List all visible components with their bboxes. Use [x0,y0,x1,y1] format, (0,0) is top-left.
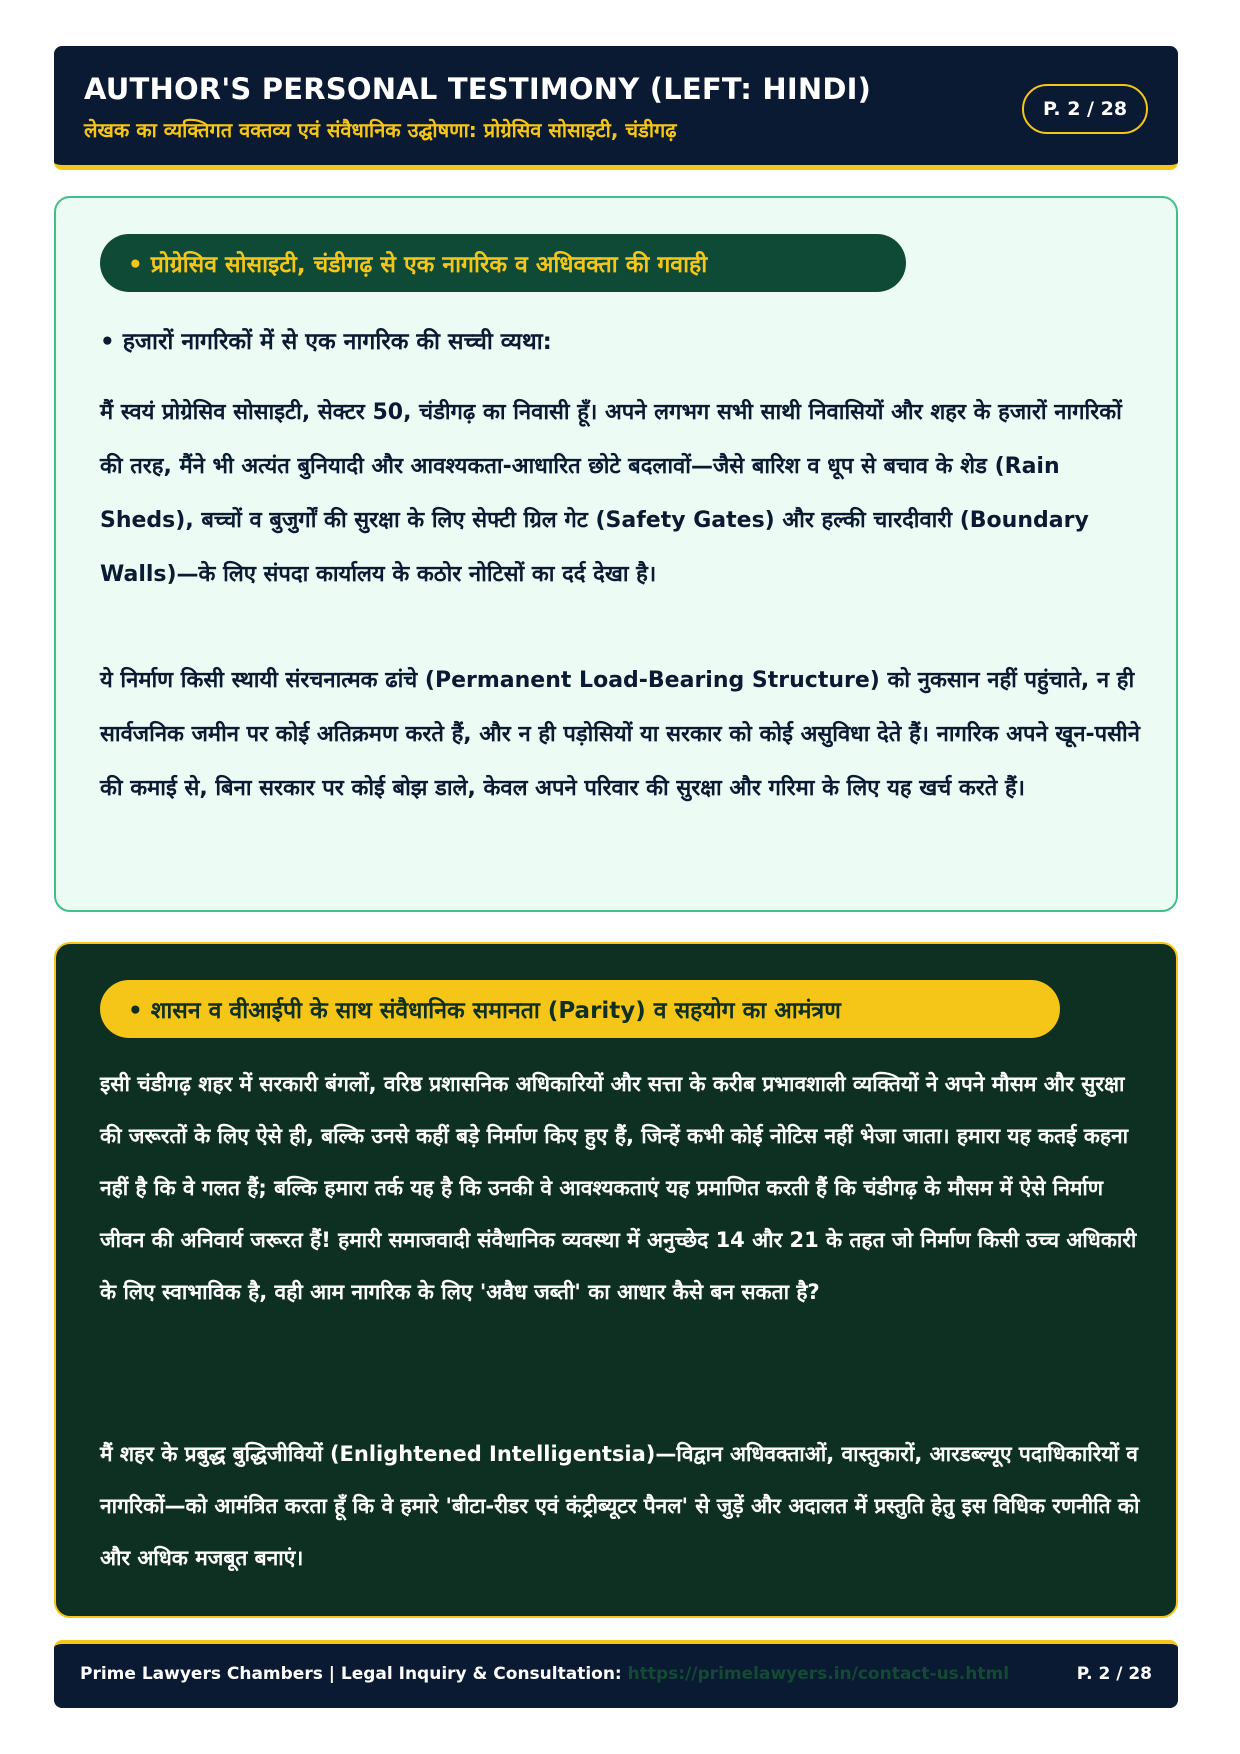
contact-link[interactable]: https://primelawyers.in/contact-us.html [627,1664,1010,1684]
page-header [54,46,1178,170]
page-footer [54,1640,1178,1708]
testimony-panel [54,196,1178,912]
testimony-paragraph-2: ये निर्माण किसी स्थायी संरचनात्मक ढांचे (Permanent Load-Bearing Structure) को नुकसान नहीं पहुंचाते, न ही सार्वजनिक जमीन पर कोई अतिक्रमण करते हैं, और न ही पड़ोसियों या सरकार को कोई असुविधा देते हैं। नागरिक अपने खून-पसीने की कमाई से, बिना सरकार पर कोई बोझ डाले, केवल अपने परिवार की सुरक्षा और गरिमा के लिए यह खर्च करते हैं। [100,668,1140,801]
parity-paragraph-2: मैं शहर के प्रबुद्ध बुद्धिजीवियों (Enlightened Intelligentsia)—विद्वान अधिवक्ताओं, वास्तुकारों, आरडब्ल्यूए पदाधिकारियों व नागरिकों—को आमंत्रित करता हूँ कि वे हमारे 'बीटा-रीडर एवं कंट्रीब्यूटर पैनल' से जुड़ें और अदालत में प्रस्तुति हेतु इस विधिक रणनीति को और अधिक मजबूत बनाएं। [100,1442,1140,1570]
footer-text [80,1664,1009,1684]
section-title-pill: • प्रोग्रेसिव सोसाइटी, चंडीगढ़ से एक नागरिक व अधिवक्ता की गवाही [100,234,906,292]
parity-panel [54,942,1178,1618]
footer-page-number: P. 2 / 28 [1076,1664,1152,1684]
parity-paragraph-1: इसी चंडीगढ़ शहर में सरकारी बंगलों, वरिष्ठ प्रशासनिक अधिकारियों और सत्ता के करीब प्रभावशाली व्यक्तियों ने अपने मौसम और सुरक्षा की जरूरतों के लिए ऐसे ही, बल्कि उनसे कहीं बड़े निर्माण किए हुए हैं, जिन्हें कभी कोई नोटिस नहीं भेजा जाता। हमारा यह कतई कहना नहीं है कि वे गलत हैं; बल्कि हमारा तर्क यह है कि उनकी वे आवश्यकताएं यह प्रमाणित करती हैं कि चंडीगढ़ के मौसम में ऐसे निर्माण जीवन की अनिवार्य जरूरत हैं! हमारी समाजवादी संवैधानिक व्यवस्था में अनुच्छेद 14 और 21 के तहत जो निर्माण किसी उच्च अधिकारी के लिए स्वाभाविक है, वही आम नागरिक के लिए 'अवैध जब्ती' का आधार कैसे बन सकता है? [100,1072,1137,1304]
section-title-pill: • शासन व वीआईपी के साथ संवैधानिक समानता (Parity) व सहयोग का आमंत्रण [100,980,1060,1038]
page-number-badge: P. 2 / 28 [1022,84,1148,134]
page-title: AUTHOR'S PERSONAL TESTIMONY (LEFT: HINDI) [84,72,872,106]
page-subtitle: लेखक का व्यक्तिगत वक्तव्य एवं संवैधानिक उद्घोषणा: प्रोग्रेसिव सोसाइटी, चंडीगढ़ [84,118,677,142]
footer-firm-label: Prime Lawyers Chambers | Legal Inquiry & Consultation: [80,1664,628,1684]
testimony-paragraph-1: मैं स्वयं प्रोग्रेसिव सोसाइटी, सेक्टर 50, चंडीगढ़ का निवासी हूँ। अपने लगभग सभी साथी निवासियों और शहर के हजारों नागरिकों की तरह, मैंने भी अत्यंत बुनियादी और आवश्यकता-आधारित छोटे बदलावों—जैसे बारिश व धूप से बचाव के शेड (Rain Sheds), बच्चों व बुजुर्गों की सुरक्षा के लिए सेफ्टी ग्रिल गेट (Safety Gates) और हल्की चारदीवारी (Boundary Walls)—के लिए संपदा कार्यालय के कठोर नोटिसों का दर्द देखा है। [100,400,1122,587]
section-subheading: • हजारों नागरिकों में से एक नागरिक की सच्ची व्यथा: [100,329,552,355]
